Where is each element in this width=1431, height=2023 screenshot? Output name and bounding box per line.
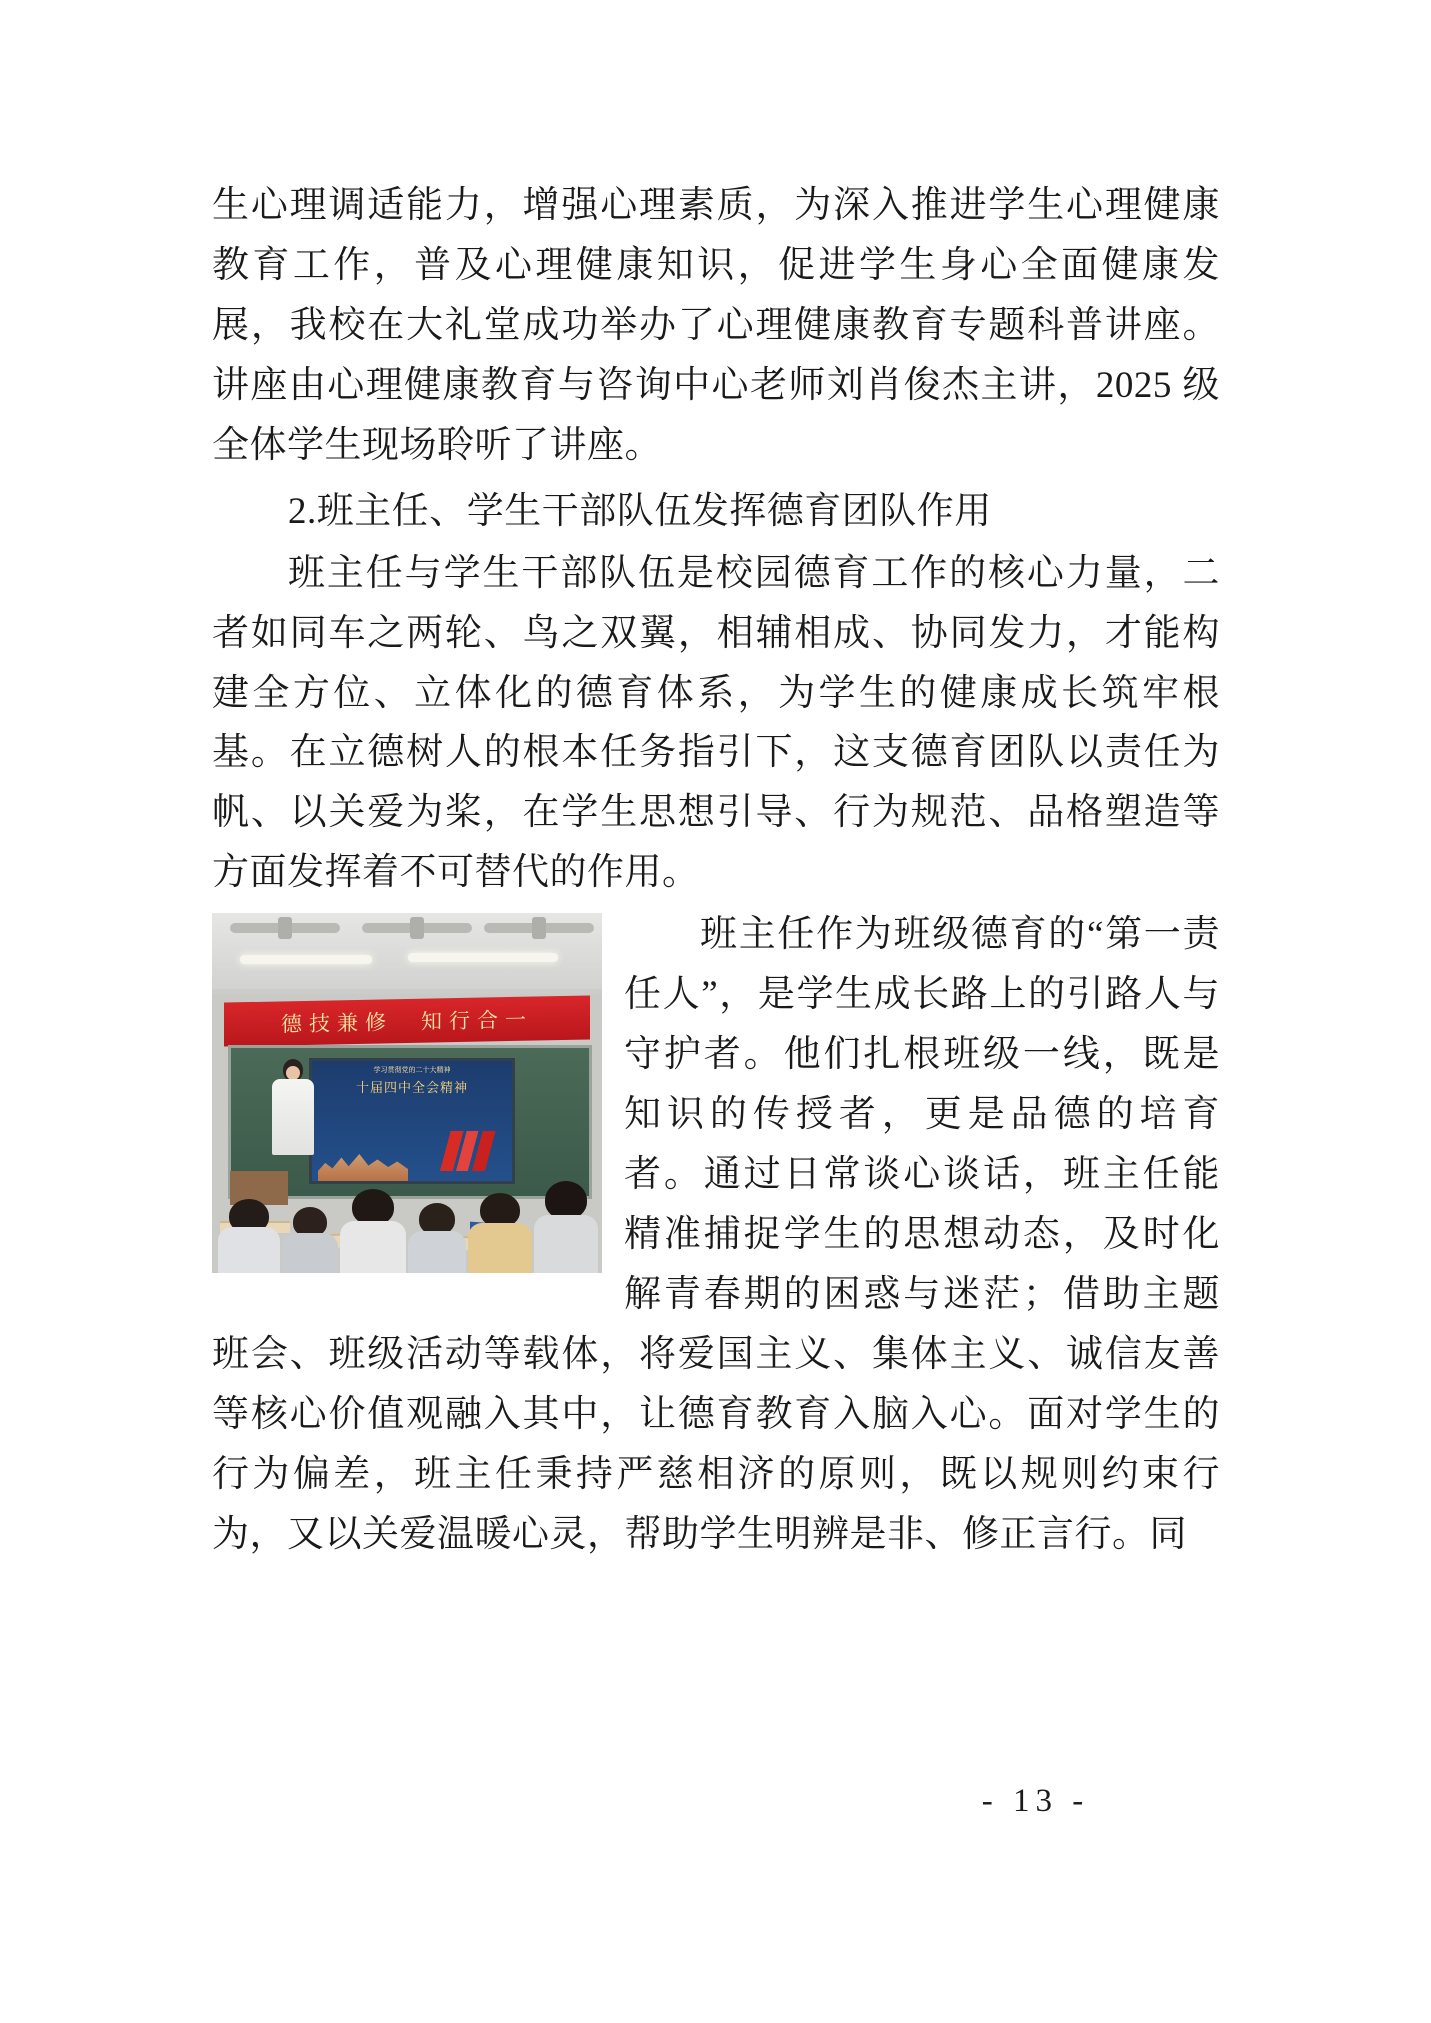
photo-canvas	[212, 913, 602, 1273]
student-body	[408, 1231, 466, 1273]
page-content	[212, 176, 1220, 1567]
student-head	[545, 1181, 587, 1219]
student	[468, 1193, 532, 1273]
paragraph-3: 班主任作为班级德育的“第一责任人”，是学生成长路上的引路人与守护者。他们扎根班级一线，既是知识的传授者，更是品德的培育者。通过日常谈心谈话，班主任能精准捕捉学生的思想动态，及时化解青春期的困惑与迷茫；借助主题班会、班级活动等载体，将爱国主义、集体主义、诚信友善等核心价值观融入其中，让德育教育入脑入心。面对学生的行为偏差，班主任秉持严慈相济的原则，既以规则约束行为，又以关爱温暖心灵，帮助学生明辨是非、修正言行。同	[212, 914, 1220, 1555]
student-body	[282, 1233, 338, 1273]
light-tube	[240, 955, 372, 964]
student-body	[340, 1221, 406, 1273]
page-number-text: - 13 -	[981, 1783, 1090, 1819]
classroom-photo	[212, 913, 602, 1273]
paragraph-2: 班主任与学生干部队伍是校园德育工作的核心力量，二者如同车之两轮、鸟之双翼，相辅相成、协同发力，才能构建全方位、立体化的德育体系，为学生的健康成长筑牢根基。在立德树人的根本任务指引下，这支德育团队以责任为帆、以关爱为桨，在学生思想引导、行为规范、品格塑造等方面发挥着不可替代的作用。	[212, 552, 1220, 894]
text-with-figure-block	[212, 905, 1220, 1566]
classroom-banner	[224, 996, 590, 1047]
students-group	[212, 1163, 602, 1273]
teacher-body	[272, 1079, 314, 1155]
student	[340, 1189, 406, 1273]
student-head	[480, 1193, 520, 1227]
ceiling-fan-icon	[230, 923, 340, 933]
student	[282, 1207, 338, 1273]
screen-subtitle: 学习贯彻党的二十大精神	[373, 1066, 451, 1075]
light-tube	[408, 953, 558, 962]
ceiling-fan-icon	[484, 923, 594, 933]
student	[218, 1199, 280, 1273]
section-heading-2: 2.班主任、学生干部队伍发挥德育团队作用	[288, 490, 992, 532]
page-number	[0, 1783, 1431, 1820]
student-head	[352, 1189, 394, 1225]
student	[534, 1181, 598, 1273]
teacher-figure	[270, 1059, 316, 1155]
paragraph-1: 生心理调适能力，增强心理素质，为深入推进学生心理健康教育工作，普及心理健康知识，促进学生身心全面健康发展，我校在大礼堂成功举办了心理健康教育专题科普讲座。讲座由心理健康教育与咨询中心老师刘肖俊杰主讲，2025 级全体学生现场聆听了讲座。	[212, 185, 1220, 466]
screen-title: 十届四中全会精神	[355, 1080, 468, 1096]
student-body	[534, 1215, 598, 1273]
banner-text: 德技兼修 知行合一	[281, 1007, 533, 1037]
ceiling-fan-icon	[362, 923, 472, 933]
student	[408, 1203, 466, 1273]
student-body	[218, 1227, 280, 1273]
student-body	[468, 1223, 532, 1273]
